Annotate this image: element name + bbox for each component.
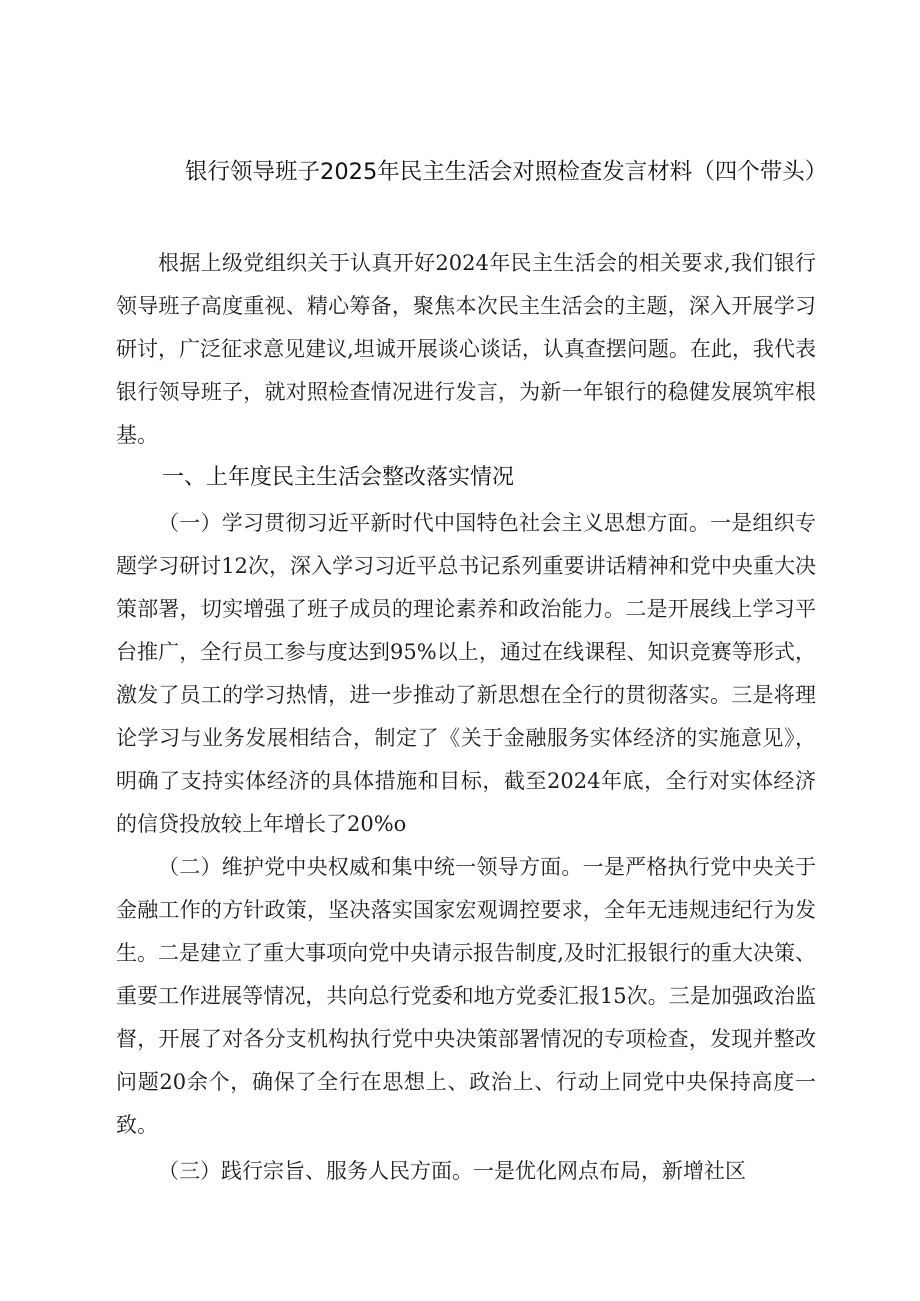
subsection-paragraph-2: （二）维护党中央权威和集中统一领导方面。一是严格执行党中央关于金融工作的方针政策，坚决落实国家宏观调控要求，全年无违规违纪行为发生。二是建立了重大事项向党中央请示报告制度,及时汇报银行的重大决策、重要工作进展等情况，共向总行党委和地方党委汇报15次。三是加强政治监督，开展了对各分支机构执行党中央决策部署情况的专项检查，发现并整改问题20余个，确保了全行在思想上、政治上、行动上同党中央保持高度一致。 [116, 855, 816, 1137]
subsection-paragraph-1: （一）学习贯彻习近平新时代中国特色社会主义思想方面。一是组织专题学习研讨12次，深入学习习近平总书记系列重要讲话精神和党中央重大决策部署，切实增强了班子成员的理论素养和政治能力。二是开展线上学习平台推广，全行员工参与度达到95%以上，通过在线课程、知识竞赛等形式，激发了员工的学习热情，进一步推动了新思想在全行的贯彻落实。三是将理论学习与业务发展相结合，制定了《关于金融服务实体经济的实施意见》，明确了支持实体经济的具体措施和目标，截至2024年底，全行对实体经济的信贷投放较上年增长了20%o [116, 511, 816, 836]
subsection-paragraph-3: （三）践行宗旨、服务人民方面。一是优化网点布局，新增社区 [158, 1159, 746, 1183]
document-title: 银行领导班子2025年民主生活会对照检查发言材料（四个带头） [185, 159, 828, 185]
intro-paragraph: 根据上级党组织关于认真开好2024年民主生活会的相关要求,我们银行领导班子高度重视、精心筹备，聚焦本次民主生活会的主题，深入开展学习研讨，广泛征求意见建议,坦诚开展谈心谈话，认真查摆问题。在此，我代表银行领导班子，就对照检查情况进行发言，为新一年银行的稳健发展筑牢根基。 [116, 251, 816, 447]
section-heading: 一、上年度民主生活会整改落实情况 [162, 465, 515, 490]
